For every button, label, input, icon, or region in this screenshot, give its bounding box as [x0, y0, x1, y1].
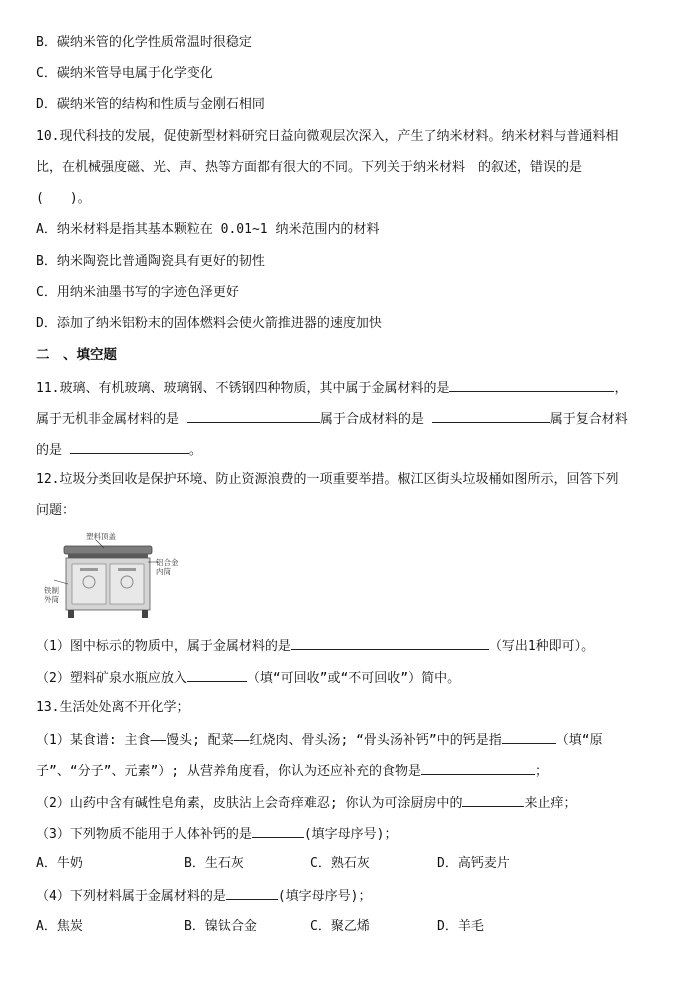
q10-option-a: A．纳米材料是指其基本颗粒在 0.01~1 纳米范围内的材料	[36, 222, 380, 237]
q12-stem-line1: 12.垃圾分类回收是保护环境、防止资源浪费的一项重要举措。椒江区街头垃圾桶如图所示，回答下列	[36, 472, 619, 487]
q10-stem-line2: 比，在机械强度磁、光、声、热等方面都有很大的不同。下列关于纳米材料 的叙述，错误的是	[36, 160, 583, 175]
q11-line2	[36, 408, 628, 430]
q13-sub4-tail: (填字母序号)；	[277, 889, 372, 904]
q12-blank-recycle[interactable]	[187, 667, 247, 682]
label-plastic-lid: 塑料顶盖	[86, 532, 116, 541]
q13-3-option-c: C．熟石灰	[310, 856, 370, 871]
q13-blank-metal-material[interactable]	[226, 885, 278, 900]
q13-4-option-b: B．镍钛合金	[184, 919, 257, 934]
q11-blank-composite[interactable]	[70, 439, 189, 454]
q13-sub1-text2: 子”、“分子”、元素”）; 从营养角度看，你认为还应补充的食物是	[36, 764, 421, 779]
q11-text-3: 属于合成材料的是	[319, 412, 424, 427]
q12-sub1-tail: （写出1种即可）。	[488, 639, 595, 654]
q13-sub1-tail: （填“原	[555, 733, 603, 748]
q11-blank-metal[interactable]	[449, 377, 614, 392]
q13-sub1-line1	[36, 729, 603, 751]
section-heading-fill-blank: 二 、填空题	[36, 347, 117, 363]
q13-sub3-tail: (填字母序号)；	[303, 827, 398, 842]
q11-blank-synthetic[interactable]	[432, 408, 550, 423]
label-iron-outer: 铁制 外筒	[44, 586, 59, 604]
q13-sub4	[36, 885, 371, 907]
q11-comma: ，	[614, 381, 628, 396]
q13-3-option-d: D．高钙麦片	[437, 856, 510, 871]
q13-sub2-tail: 来止痒；	[524, 796, 577, 811]
q12-sub2-tail: （填“可回收”或“不可回收”）简中。	[246, 671, 461, 686]
q13-sub2	[36, 792, 577, 814]
q9-option-b: B．碳纳米管的化学性质常温时很稳定	[36, 35, 252, 50]
q10-stem-line1: 10.现代科技的发展，促使新型材料研究日益向微观层次深入，产生了纳米材料。纳米材料与普通料相	[36, 129, 619, 144]
q10-option-b: B．纳米陶瓷比普通陶瓷具有更好的韧性	[36, 254, 265, 269]
q13-3-option-b: B．生石灰	[184, 856, 244, 871]
q13-4-option-d: D．羊毛	[437, 919, 484, 934]
q12-sub1	[36, 635, 594, 657]
q13-sub3-text: （3）下列物质不能用于人体补钙的是	[36, 827, 252, 842]
q13-blank-itch[interactable]	[462, 792, 524, 807]
q11-line3	[36, 439, 202, 461]
q12-sub2-text: （2）塑料矿泉水瓶应放入	[36, 671, 187, 686]
q9-option-d: D．碳纳米管的结构和性质与金刚石相同	[36, 97, 265, 112]
q10-option-d: D．添加了纳米铝粉末的固体燃料会使火箭推进器的速度加快	[36, 316, 382, 331]
q12-sub2	[36, 667, 460, 689]
q11-text-5: 的是	[36, 443, 63, 458]
trash-bin-illustration	[44, 532, 194, 624]
q13-sub1-text: （1）某食谱: 主食——馒头; 配菜——红烧肉、骨头汤; “骨头汤补钙”中的钙是指	[36, 733, 502, 748]
q13-4-option-c: C．聚乙烯	[310, 919, 370, 934]
q9-option-c: C．碳纳米管导电属于化学变化	[36, 66, 213, 81]
q11-blank-inorganic[interactable]	[187, 408, 320, 423]
q11-text-2: 属于无机非金属材料的是	[36, 412, 180, 427]
q13-stem: 13.生活处处离不开化学；	[36, 700, 190, 715]
q12-stem-line2: 问题：	[36, 503, 76, 518]
q10-option-c: C．用纳米油墨书写的字迹色泽更好	[36, 285, 239, 300]
q13-4-option-a: A．焦炭	[36, 919, 83, 934]
q11-text-4: 属于复合材料	[549, 412, 628, 427]
q12-sub1-text: （1）图中标示的物质中，属于金属材料的是	[36, 639, 291, 654]
q13-blank-food[interactable]	[421, 760, 535, 775]
q10-stem-line3: ( )。	[36, 191, 91, 206]
q13-sub2-text: （2）山药中含有碱性皂角素，皮肤沾上会奇痒难忍; 你认为可涂厨房中的	[36, 796, 463, 811]
q11-period: 。	[188, 443, 202, 458]
q12-blank-metal[interactable]	[291, 635, 489, 650]
q13-sub1-tail2: ；	[534, 764, 548, 779]
q11-text-1: 11.玻璃、有机玻璃、玻璃钢、不锈钢四种物质，其中属于金属材料的是	[36, 381, 450, 396]
q11-line1	[36, 377, 628, 399]
q13-sub3	[36, 823, 397, 845]
q13-sub1-line2	[36, 760, 548, 782]
label-alloy-inner: 铝合金 内筒	[156, 558, 179, 576]
q13-blank-calcium-source[interactable]	[252, 823, 304, 838]
q13-sub4-text: （4）下列材料属于金属材料的是	[36, 889, 226, 904]
q13-blank-calcium[interactable]	[502, 729, 556, 744]
q13-3-option-a: A．牛奶	[36, 856, 83, 871]
trash-bin-figure	[44, 532, 194, 624]
